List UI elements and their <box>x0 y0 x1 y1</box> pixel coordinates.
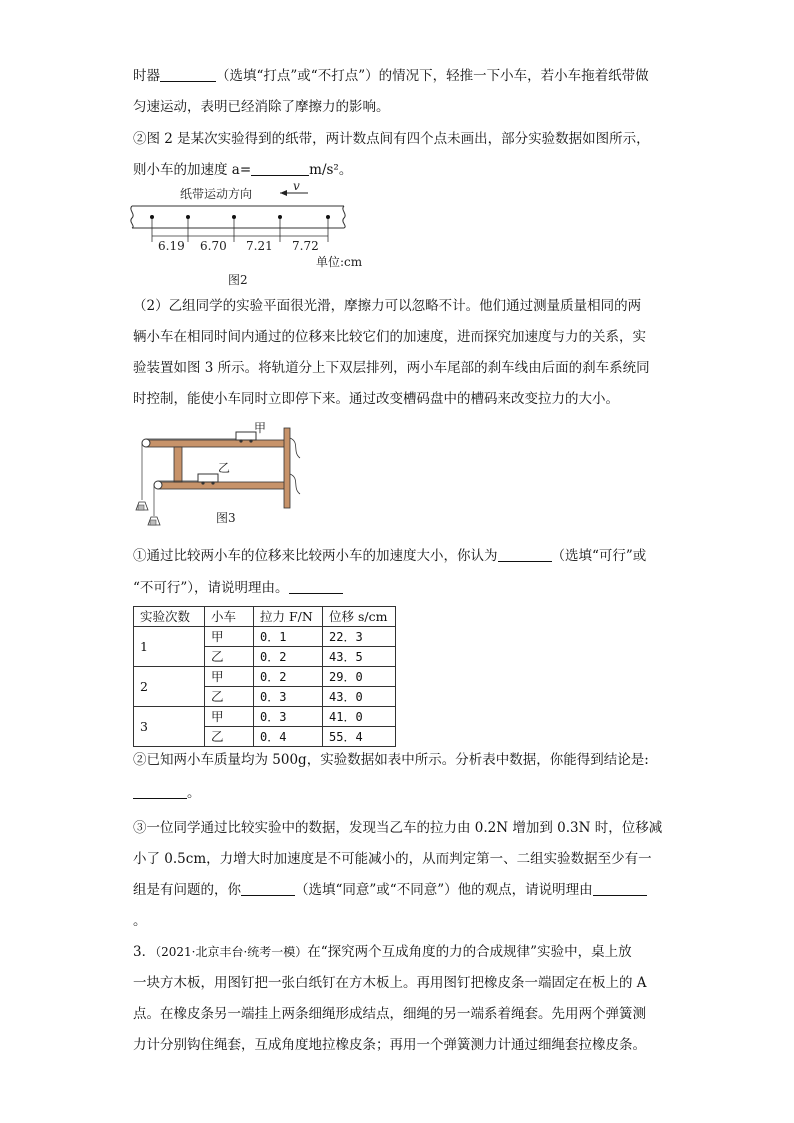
cart-b-label: 乙 <box>218 461 231 475</box>
figure-2-paper-tape <box>130 179 363 290</box>
table-cell: 甲 <box>205 627 254 647</box>
answer-blank[interactable] <box>593 881 647 896</box>
text: 在“探究两个互成角度的力的合成规律”实验中，桌上放 <box>307 944 632 960</box>
question-line: ②已知两小车质量均为 500g，实验数据如表中所示。分析表中数据，你能得到结论是: <box>133 752 649 768</box>
table-cell: 0．1 <box>254 627 323 647</box>
table-cell: 0．3 <box>254 707 323 727</box>
table-cell: 0．2 <box>254 667 323 687</box>
table-cell: 乙 <box>205 687 254 707</box>
table-cell: 乙 <box>205 727 254 747</box>
pulley <box>154 481 162 489</box>
table-row <box>134 667 396 687</box>
pulley <box>142 439 150 447</box>
question-line: 点。在橡皮条另一端挂上两条细绳形成结点，细绳的另一端系着绳套。先用两个弹簧测 <box>133 1006 646 1022</box>
text: “不可行”），请说明理由。 <box>133 580 289 596</box>
question-line: 。 <box>133 913 147 929</box>
cart-a-label: 甲 <box>254 421 267 435</box>
question-line: 力计分别钩住绳套，互成角度地拉橡皮条；再用一个弹簧测力计通过细绳套拉橡皮条。 <box>133 1037 646 1053</box>
table-cell: 29．0 <box>323 667 396 687</box>
question-line: 小了 0.5cm，力增大时加速度是不可能减小的，从而判定第一、二组实验数据至少有一 <box>133 851 652 867</box>
segment-length: 7.21 <box>246 239 273 253</box>
table-cell: 22．3 <box>323 627 396 647</box>
question-line: 验装置如图 3 所示。将轨道分上下双层排列，两小车尾部的刹车线由后面的刹车系统同 <box>133 360 650 376</box>
answer-blank[interactable] <box>251 161 309 176</box>
table-cell-trial: 3 <box>134 707 205 747</box>
question-line <box>133 880 663 900</box>
table-cell: 甲 <box>205 707 254 727</box>
table-cell: 41．0 <box>323 707 396 727</box>
data-table <box>133 606 396 747</box>
table-header: 拉力 F/N <box>254 607 323 627</box>
table-header: 实验次数 <box>134 607 205 627</box>
table-cell: 55．4 <box>323 727 396 747</box>
tape-left-edge <box>131 206 133 228</box>
table-header: 位移 s/cm <box>323 607 396 627</box>
text: 时器 <box>133 68 160 84</box>
brake-line <box>290 438 300 494</box>
answer-blank[interactable] <box>241 881 295 896</box>
direction-label: 纸带运动方向 <box>180 187 253 201</box>
question-line <box>133 942 663 962</box>
tape-dot <box>278 215 282 219</box>
text: m/s²。 <box>309 162 353 178</box>
segment-length: 7.72 <box>292 239 319 253</box>
question-number: 3． <box>133 944 156 960</box>
upper-track <box>146 440 288 447</box>
table-row <box>134 627 396 647</box>
tape-dot <box>150 215 154 219</box>
table-row <box>134 707 396 727</box>
question-line: 辆小车在相同时间内通过的位移来比较它们的加速度，进而探究加速度与力的关系，实 <box>133 329 646 345</box>
table-cell-trial: 2 <box>134 667 205 707</box>
question-line: ③一位同学通过比较实验中的数据，发现当乙车的拉力由 0.2N 增加到 0.3N 时，位移减 <box>133 820 663 836</box>
cart-a <box>236 432 256 440</box>
segment-length: 6.70 <box>200 239 227 253</box>
question-line <box>133 546 663 566</box>
figure-caption: 图3 <box>216 511 236 525</box>
question-line: （2）乙组同学的实验平面很光滑，摩擦力可以忽略不计。他们通过测量质量相同的两 <box>133 298 642 314</box>
table-header-row <box>134 607 396 627</box>
question-line <box>133 66 663 86</box>
text: （选填“打点”或“不打点”）的情况下，轻推一下小车，若小车拖着纸带做 <box>216 68 649 84</box>
answer-blank[interactable] <box>160 67 216 82</box>
lower-track <box>158 482 288 489</box>
answer-blank[interactable] <box>133 784 187 799</box>
question-source: （2021·北京丰台·统考一模） <box>155 945 308 959</box>
tape-right-edge <box>343 206 345 228</box>
question-line <box>133 783 663 803</box>
table-header: 小车 <box>205 607 254 627</box>
unit-label: 单位:cm <box>316 255 363 269</box>
text: （选填“可行”或 <box>551 548 647 564</box>
tape-dot <box>232 215 236 219</box>
question-line: 匀速运动，表明已经消除了摩擦力的影响。 <box>133 99 390 115</box>
text: ①通过比较两小车的位移来比较两小车的加速度大小，你认为 <box>133 548 498 564</box>
table-cell: 0．4 <box>254 727 323 747</box>
table-cell: 甲 <box>205 667 254 687</box>
tape-dot <box>326 215 330 219</box>
table-cell: 乙 <box>205 647 254 667</box>
text: 。 <box>187 785 201 801</box>
cart-b <box>198 474 218 482</box>
table-cell: 0．2 <box>254 647 323 667</box>
text: 组是有问题的，你 <box>133 882 241 898</box>
question-line: 一块方木板，用图钉把一张白纸钉在方木板上。再用图钉把橡皮条一端固定在板上的 A <box>133 975 647 991</box>
question-line: ②图 2 是某次实验得到的纸带，两计数点间有四个点未画出，部分实验数据如图所示， <box>133 131 650 147</box>
support-post <box>174 447 182 482</box>
table-cell-trial: 1 <box>134 627 205 667</box>
tape-dot <box>186 215 190 219</box>
text: （选填“同意”或“不同意”）他的观点，请说明理由 <box>295 882 593 898</box>
velocity-arrow-head <box>280 190 287 196</box>
segment-length: 6.19 <box>158 239 185 253</box>
question-line <box>133 578 663 598</box>
question-line: 时控制，能使小车同时立即停下来。通过改变槽码盘中的槽码来改变拉力的大小。 <box>133 391 619 407</box>
question-line <box>133 160 663 180</box>
brake-post <box>284 428 290 508</box>
figure-3-apparatus <box>132 421 312 534</box>
table-cell: 43．0 <box>323 687 396 707</box>
answer-blank[interactable] <box>498 547 552 562</box>
text: 则小车的加速度 a= <box>133 162 252 178</box>
figure-caption: 图2 <box>228 273 248 287</box>
velocity-label: v <box>293 179 300 193</box>
table-cell: 0．3 <box>254 687 323 707</box>
table-cell: 43．5 <box>323 647 396 667</box>
answer-blank[interactable] <box>289 579 343 594</box>
